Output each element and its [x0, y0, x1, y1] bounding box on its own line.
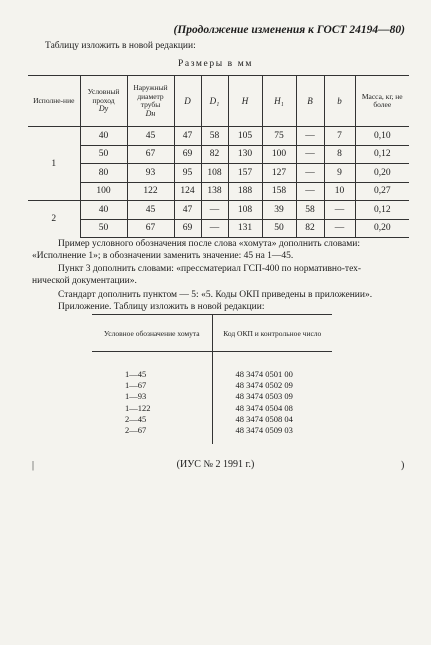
dimensions-table — [28, 75, 409, 238]
table-cell: 67 — [127, 145, 174, 164]
table-cell: 0,12 — [355, 145, 409, 164]
variant-cell: 2 — [28, 201, 80, 238]
table-row — [28, 182, 409, 201]
table-cell: — — [296, 127, 324, 146]
designation-cell: 2—45 — [125, 413, 147, 424]
table-cell: 40 — [80, 201, 127, 220]
table-cell: 105 — [228, 127, 262, 146]
table-cell: 50 — [80, 219, 127, 238]
header-okp-code: Код ОКП и контрольное число — [212, 315, 332, 352]
table-header-row — [28, 76, 409, 127]
table-cell: 50 — [262, 219, 296, 238]
table-cell: — — [324, 219, 355, 238]
table-cell: 95 — [174, 164, 201, 183]
okp-codes-table — [92, 314, 332, 444]
table-cell: 0,12 — [355, 201, 409, 220]
table-cell: 93 — [127, 164, 174, 183]
margin-mark-left: | — [32, 460, 35, 471]
table-row — [28, 219, 409, 238]
table-cell: 0,27 — [355, 182, 409, 201]
standard-paragraph: Стандарт дополнить пунктом — 5: «5. Коды ОКП приведены в приложении». Приложение. Таблицу изложить в новой редакции: — [58, 290, 373, 312]
point3-paragraph: Пункт 3 дополнить словами: «прессматериал ГСП-400 по нормативно-тех- нической документации». — [32, 264, 362, 286]
header-b: b — [324, 76, 355, 127]
table-row — [28, 164, 409, 183]
table-tail-row — [92, 436, 332, 444]
table-cell: 82 — [201, 145, 228, 164]
table-row — [92, 403, 332, 414]
table-cell: 8 — [324, 145, 355, 164]
table-cell: 7 — [324, 127, 355, 146]
table-cell: 45 — [127, 201, 174, 220]
table-cell: 9 — [324, 164, 355, 183]
header-mass: Масса, кг, не более — [355, 76, 409, 127]
table-row — [92, 414, 332, 425]
header-variant: Исполне-ние — [28, 76, 80, 127]
page-footer: (ИУС № 2 1991 г.) — [176, 459, 255, 470]
table-cell: 100 — [80, 182, 127, 201]
header-H1: H₁ — [262, 76, 296, 127]
header-nominal: Условный проход Dу — [80, 76, 127, 127]
table-row — [28, 127, 409, 146]
table-cell: 69 — [174, 145, 201, 164]
table-cell: — — [296, 164, 324, 183]
header-B: B — [296, 76, 324, 127]
table-cell: — — [296, 182, 324, 201]
table-cell: 157 — [228, 164, 262, 183]
table-cell: 108 — [201, 164, 228, 183]
header-D1: D₁ — [201, 76, 228, 127]
table-cell: 45 — [127, 127, 174, 146]
table-cell: 131 — [228, 219, 262, 238]
table-cell: 0,20 — [355, 219, 409, 238]
table-row — [92, 391, 332, 402]
table-title: Размеры в мм — [178, 59, 253, 69]
designation-cell: 2—67 — [125, 424, 147, 435]
designation-cell: 1—67 — [125, 380, 147, 391]
table-cell: 138 — [201, 182, 228, 201]
okp-code-cell: 48 3474 0503 09 — [212, 391, 332, 402]
table-row — [92, 352, 332, 381]
table-cell: 47 — [174, 127, 201, 146]
header-designation: Условное обозначение хомута — [92, 315, 212, 352]
table-cell: 39 — [262, 201, 296, 220]
table-cell: 100 — [262, 145, 296, 164]
table-cell: 82 — [296, 219, 324, 238]
table-row — [28, 145, 409, 164]
table-cell: 124 — [174, 182, 201, 201]
designation-cell: 1—122 — [125, 402, 151, 413]
table-cell: 58 — [296, 201, 324, 220]
designation-cell: 1—93 — [125, 391, 147, 402]
table-cell: 58 — [201, 127, 228, 146]
table-cell: 10 — [324, 182, 355, 201]
header-H: H — [228, 76, 262, 127]
example-paragraph: Пример условного обозначения после слова «хомута» дополнить словами: «Исполнение 1»; в обозначении заменить значение: 45 на 1—45. — [32, 239, 360, 261]
okp-code-cell: 48 3474 0508 04 — [212, 414, 332, 425]
table-cell: 50 — [80, 145, 127, 164]
page-header: (Продолжение изменения к ГОСТ 24194—80) — [173, 24, 405, 36]
table-cell: — — [201, 201, 228, 220]
okp-code-cell: 48 3474 0509 03 — [212, 425, 332, 436]
table-row — [92, 425, 332, 436]
header-D: D — [174, 76, 201, 127]
variant-cell: 1 — [51, 158, 57, 169]
okp-code-cell: 48 3474 0504 08 — [212, 403, 332, 414]
table-cell: 122 — [127, 182, 174, 201]
table-cell: 67 — [127, 219, 174, 238]
table-cell: 130 — [228, 145, 262, 164]
table-cell: 69 — [174, 219, 201, 238]
table-cell: 75 — [262, 127, 296, 146]
table-cell: 108 — [228, 201, 262, 220]
table-cell: 0,10 — [355, 127, 409, 146]
margin-mark-right: ) — [401, 460, 405, 471]
table-row — [28, 201, 409, 220]
table-header-row — [92, 315, 332, 352]
table-cell: 188 — [228, 182, 262, 201]
table-cell: — — [201, 219, 228, 238]
table-cell: 127 — [262, 164, 296, 183]
header-outer-diameter: Наружный диаметр трубы Dн — [127, 76, 174, 127]
table-cell: 47 — [174, 201, 201, 220]
table-row — [92, 380, 332, 391]
table-cell: — — [296, 145, 324, 164]
table-cell: 80 — [80, 164, 127, 183]
table-cell: 158 — [262, 182, 296, 201]
table-cell: — — [324, 201, 355, 220]
intro-text: Таблицу изложить в новой редакции: — [45, 41, 196, 51]
table-cell: 40 — [80, 127, 127, 146]
okp-code-cell: 48 3474 0502 09 — [212, 380, 332, 391]
okp-code-cell: 48 3474 0501 00 — [212, 352, 332, 381]
designation-cell: 1—45 — [125, 369, 147, 379]
table-cell: 0,20 — [355, 164, 409, 183]
